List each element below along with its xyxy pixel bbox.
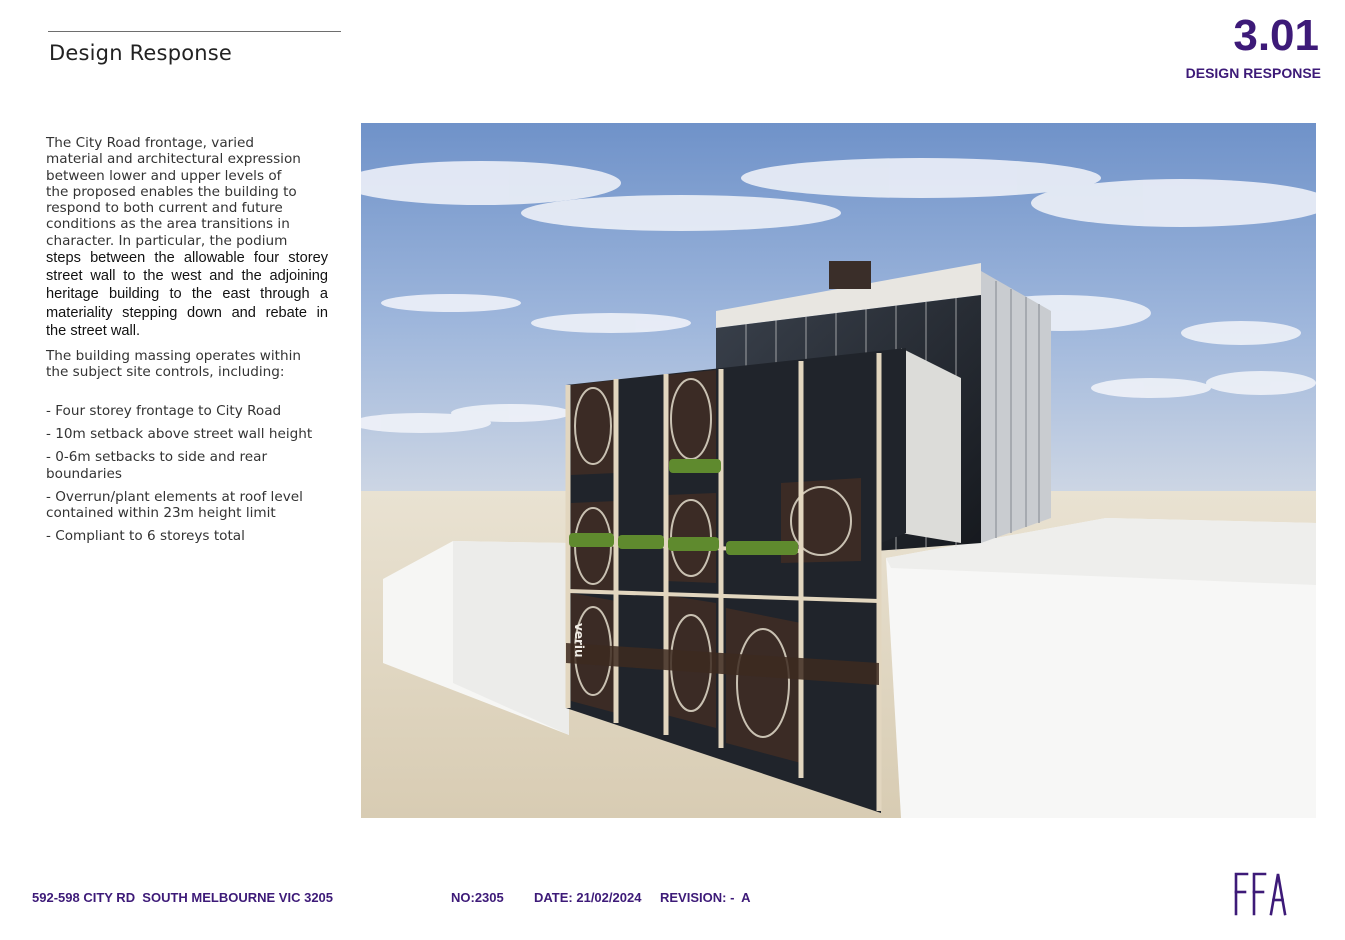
building-signage: veriu (572, 623, 586, 658)
controls-list (46, 403, 328, 545)
body-text (46, 135, 328, 552)
intro-line: the street wall. (46, 322, 141, 339)
list-item: - 0-6m setbacks to side and rear boundaries (46, 449, 268, 482)
intro-line: The City Road frontage, varied (46, 135, 255, 151)
intro-line: character. In particular, the podium (46, 232, 288, 249)
footer-address: 592-598 CITY RD SOUTH MELBOURNE VIC 3205 (32, 890, 334, 905)
footer-date: DATE: 21/02/2024 (534, 890, 642, 905)
intro-line: heritage building to the east through a (46, 286, 328, 303)
footer-revision: REVISION: - A (660, 890, 751, 905)
list-item: - 10m setback above street wall height (46, 425, 313, 442)
intro-line: between lower and upper levels of (46, 167, 282, 184)
list-item: - Overrun/plant elements at roof level contained within 23m height limit (46, 488, 303, 522)
intro-line: the proposed enables the building to (46, 183, 297, 200)
intro-line: steps between the allowable four storey (46, 250, 328, 267)
intro-line: street wall to the west and the adjoining (46, 268, 328, 285)
list-item: - Compliant to 6 storeys total (46, 528, 245, 545)
controls-line: The building massing operates within (46, 348, 302, 365)
intro-line: material and architectural expression (46, 151, 301, 168)
ffa-logo (1233, 870, 1289, 916)
tower-side (981, 271, 1051, 543)
intro-line: respond to both current and future (46, 200, 283, 217)
controls-paragraph (46, 348, 328, 381)
page-number: 3.01 (1233, 11, 1319, 60)
header-rule (48, 31, 341, 32)
render-svg (361, 123, 1316, 818)
intro-line: materiality stepping down and rebate in (46, 304, 328, 321)
intro-paragraph (46, 135, 328, 340)
page-label: DESIGN RESPONSE (1185, 65, 1321, 81)
section-title: Design Response (49, 41, 233, 65)
controls-line: the subject site controls, including: (46, 364, 285, 381)
building-render-image (361, 123, 1316, 818)
intro-line: conditions as the area transitions in (46, 216, 290, 233)
footer-project-no: NO:2305 (451, 890, 504, 905)
list-item: - Four storey frontage to City Road (46, 402, 282, 419)
